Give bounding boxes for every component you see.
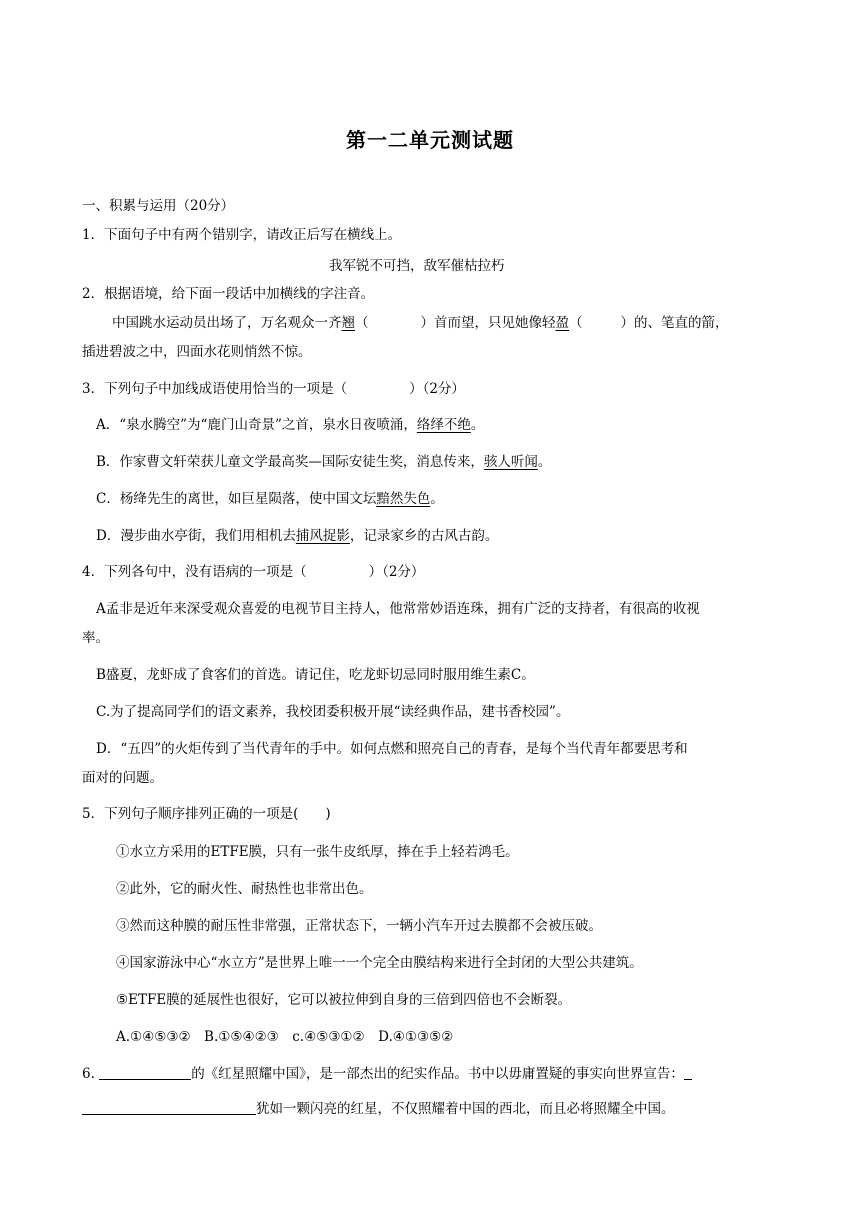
- question-4-option-c: C.为了提高同学们的语文素养，我校团委积极开展“读经典作品，建书香校园”。: [96, 704, 570, 720]
- question-3-option-a: A．“泉水腾空”为“鹿门山奇景”之首，泉水日夜喷涌，络绎不绝。: [96, 417, 485, 433]
- question-2-passage-line-2: 插进碧波之中，四面水花则悄然不惊。: [82, 344, 312, 360]
- question-5-sentence-4: ④国家游泳中心“水立方”是世界上唯一一个完全由膜结构来进行全封闭的大型公共建筑。: [116, 955, 643, 971]
- question-3-option-d: D．漫步曲水亭街，我们用相机去捕风捉影，记录家乡的古风古韵。: [96, 528, 499, 544]
- question-1-stem: 1．下面句子中有两个错别字，请改正后写在横线上。: [82, 227, 402, 243]
- question-2-stem: 2．根据语境，给下面一段话中加横线的字注音。: [82, 286, 375, 302]
- question-4-option-a-line-1: A孟非是近年来深受观众喜爱的电视节目主持人，他常常妙语连珠，拥有广泛的支持者，有很高的收视: [96, 601, 700, 617]
- question-5-sentence-2: ②此外，它的耐火性、耐热性也非常出色。: [116, 881, 373, 897]
- answer-blank[interactable]: [684, 1065, 692, 1080]
- question-4-stem: 4．下列各句中，没有语病的一项是（ ）（2分）: [82, 564, 425, 580]
- section-heading: 一、积累与运用（20分）: [82, 198, 235, 214]
- question-1-sentence: 我军锐不可挡，敌军催枯拉朽: [329, 258, 505, 274]
- question-6-line-2: 犹如一颗闪亮的红星，不仅照耀着中国的西北，而且必将照耀全中国。: [82, 1100, 675, 1118]
- underlined-char-ying: 盈: [555, 315, 569, 331]
- question-3-option-c: C．杨绛先生的离世，如巨星陨落，使中国文坛黯然失色。: [96, 491, 444, 507]
- question-6-line-1: 6. 的《红星照耀中国》，是一部杰出的纪实作品。书中以毋庸置疑的事实向世界宣告：: [82, 1065, 692, 1083]
- question-5-sentence-5: ⑤ETFE膜的延展性也很好，它可以被拉伸到自身的三倍到四倍也不会断裂。: [116, 992, 572, 1008]
- question-3-option-b: B．作家曹文轩荣获儿童文学最高奖—国际安徒生奖，消息传来，骇人听闻。: [96, 454, 552, 470]
- question-2-passage-line-1: 中国跳水运动员出场了，万名观众一齐翘（ ）首而望，只见她像轻盈（ ）的、笔直的箭，: [112, 315, 729, 331]
- question-3-stem: 3．下列句子中加线成语使用恰当的一项是（ ）（2分）: [82, 381, 465, 397]
- question-5-stem: 5．下列句子顺序排列正确的一项是( ): [82, 806, 331, 822]
- question-5-sentence-1: ①水立方采用的ETFE膜，只有一张牛皮纸厚，捧在手上轻若鸿毛。: [116, 844, 519, 860]
- question-4-option-d-line-1: D．“五四”的火炬传到了当代青年的手中。如何点燃和照亮自己的青春，是每个当代青年都要思考和: [96, 741, 688, 757]
- page-title: 第一二单元测试题: [346, 128, 514, 152]
- question-4-option-b: B盛夏，龙虾成了食客们的首选。请记住，吃龙虾切忌同时服用维生素C。: [96, 667, 535, 683]
- answer-blank[interactable]: [99, 1065, 191, 1080]
- underlined-char-qiao: 翘: [341, 315, 355, 331]
- answer-blank[interactable]: [82, 1100, 256, 1115]
- question-5-options: A.①④⑤③② B.①⑤④②③ c.④⑤③①② D.④①③⑤②: [116, 1029, 454, 1045]
- question-4-option-d-line-2: 面对的问题。: [82, 770, 163, 786]
- question-4-option-a-line-2: 率。: [82, 630, 109, 646]
- question-5-sentence-3: ③然而这种膜的耐压性非常强，正常状态下，一辆小汽车开过去膜都不会被压破。: [116, 918, 602, 934]
